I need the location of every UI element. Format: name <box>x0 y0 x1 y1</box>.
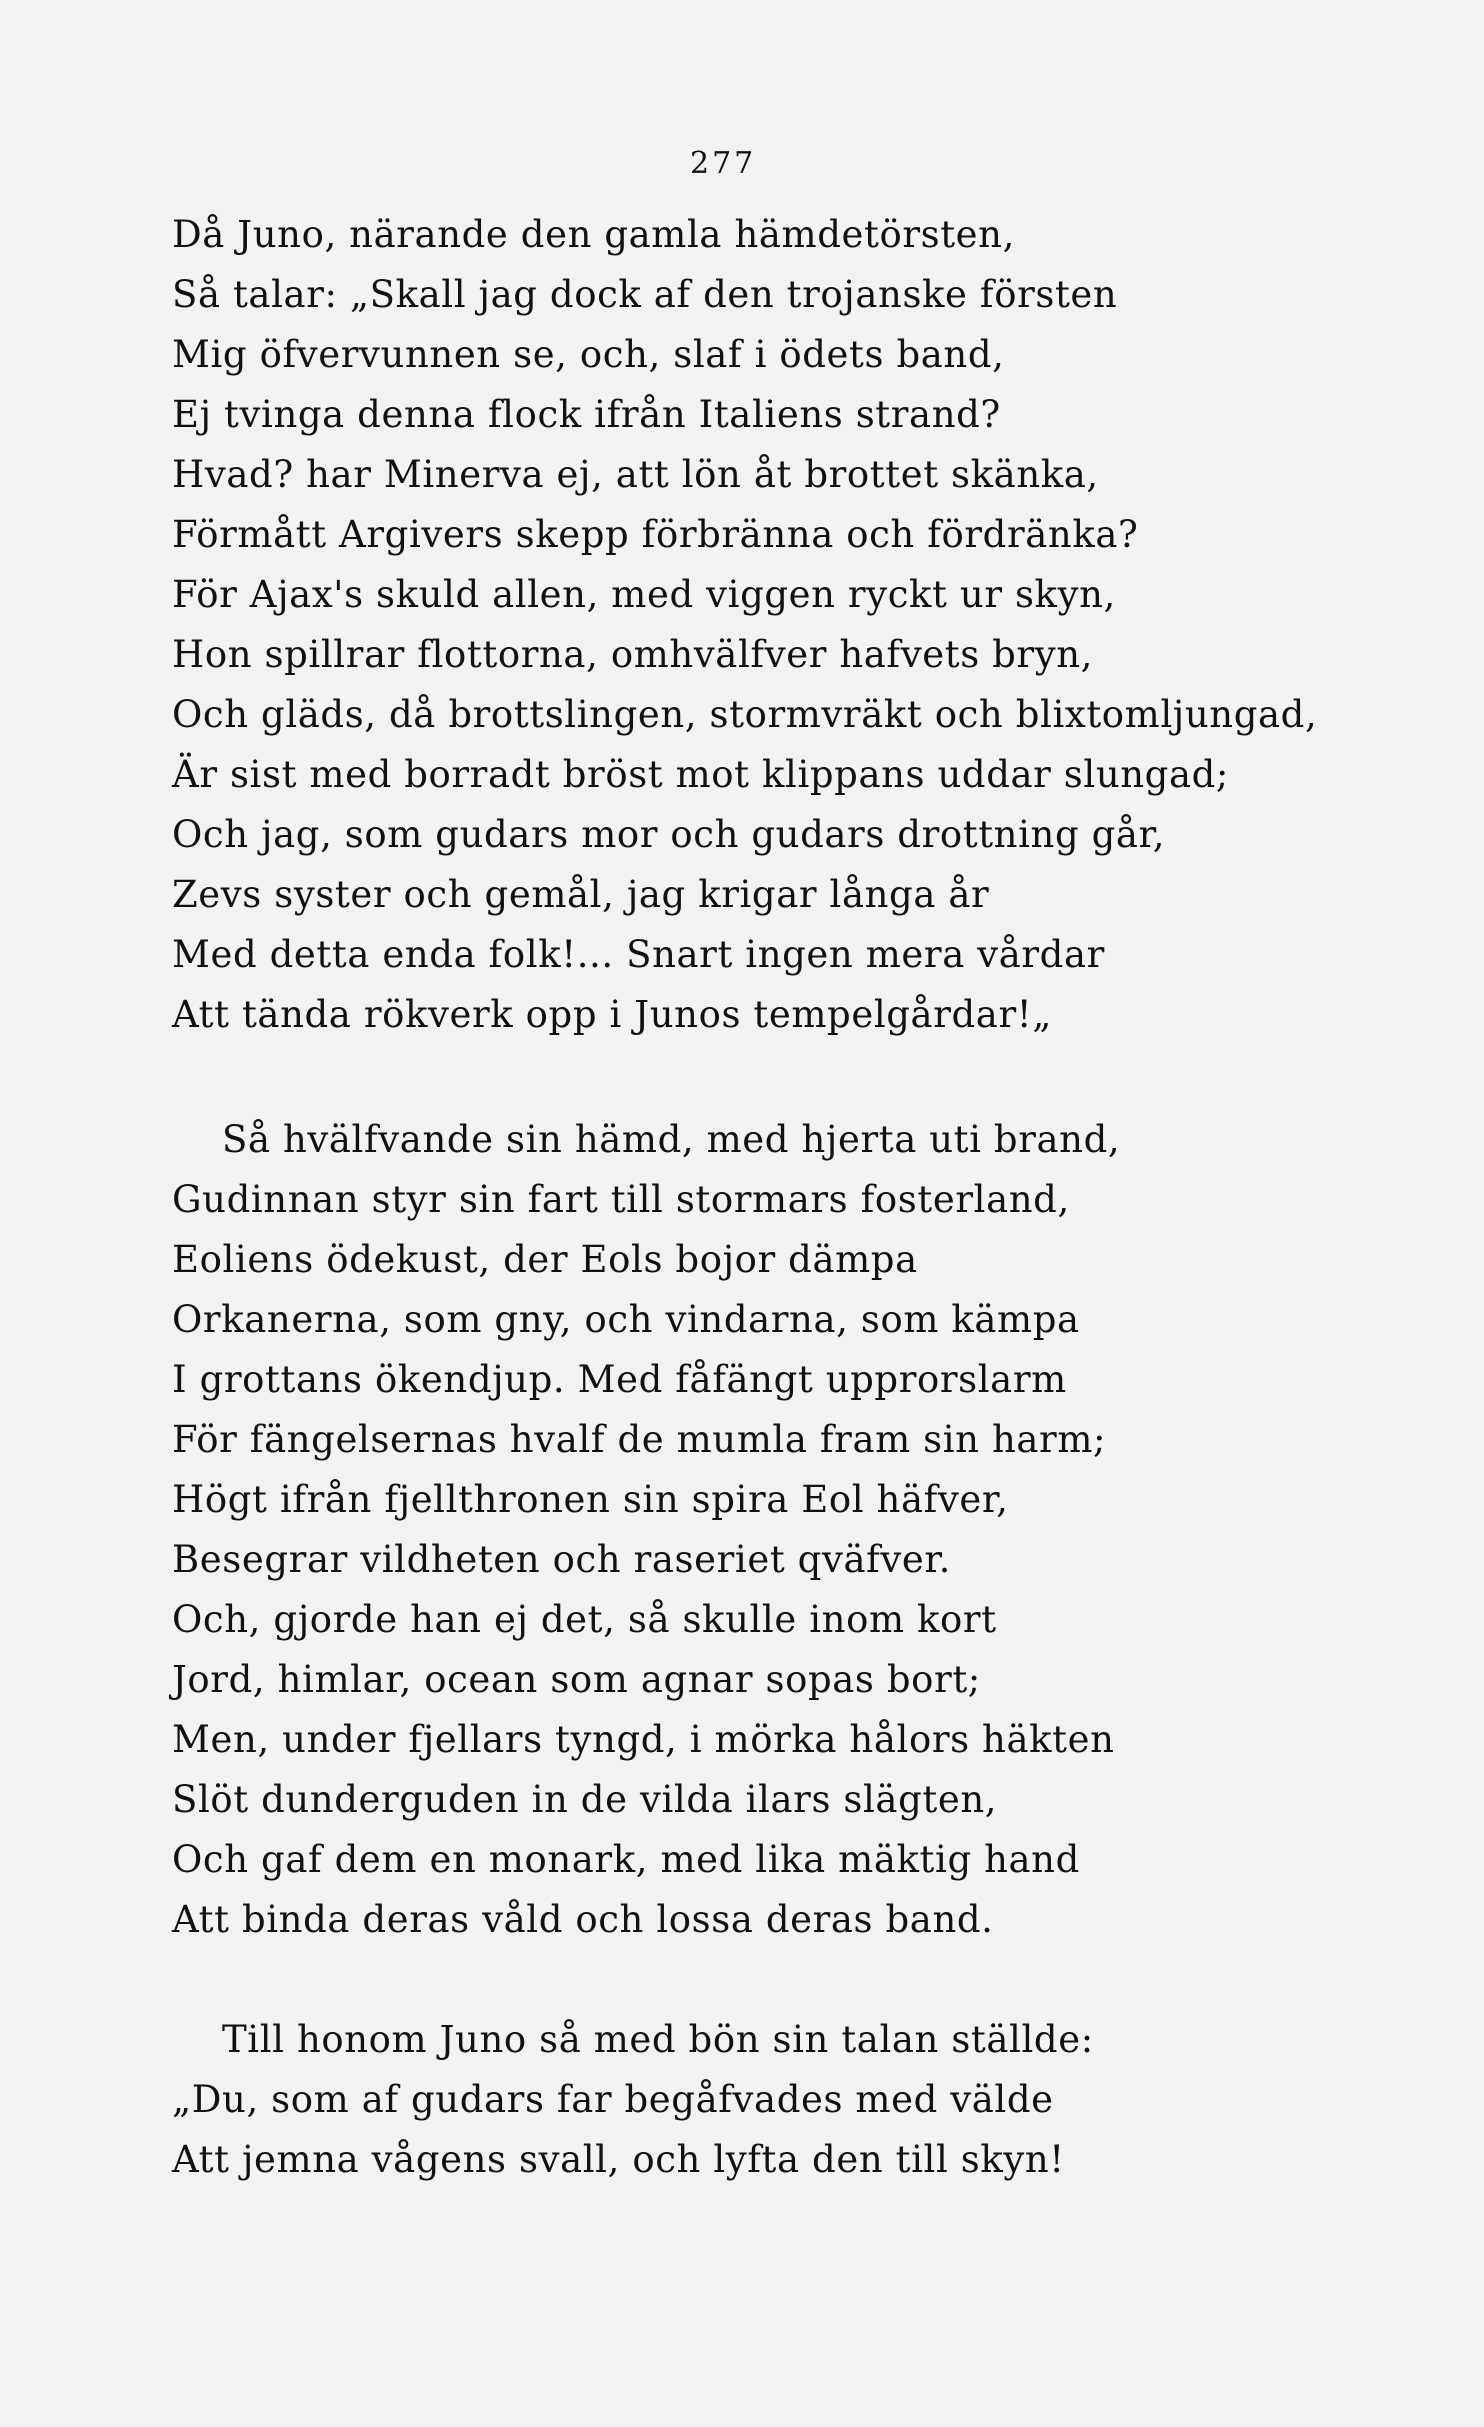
verse-line: Gudinnan styr sin fart till stormars fosterland, <box>172 1178 1070 1221</box>
verse-line: Och gläds, då brottslingen, stormvräkt och blixtomljungad, <box>172 693 1318 736</box>
verse-line: Att jemna vågens svall, och lyfta den till skyn! <box>172 2138 1065 2181</box>
stanza-2 <box>172 1110 1332 1950</box>
verse-line: För Ajax's skuld allen, med viggen ryckt ur skyn, <box>172 573 1116 616</box>
verse-line: Ej tvinga denna flock ifrån Italiens strand? <box>172 393 1001 436</box>
verse-line: Och, gjorde han ej det, så skulle inom kort <box>172 1598 997 1641</box>
verse-line: „Du, som af gudars far begåfvades med välde <box>172 2078 1054 2121</box>
verse-line: Att tända rökverk opp i Junos tempelgårdar!„ <box>172 993 1052 1036</box>
verse-line: Hon spillrar flottorna, omhvälfver hafvets bryn, <box>172 633 1094 676</box>
stanza-1 <box>172 205 1332 1045</box>
verse-line: Med detta enda folk!... Snart ingen mera vårdar <box>172 933 1105 976</box>
verse-line: Är sist med borradt bröst mot klippans uddar slungad; <box>172 753 1229 796</box>
verse-line: Så hvälfvande sin hämd, med hjerta uti brand, <box>222 1118 1121 1161</box>
verse-line: Högt ifrån fjellthronen sin spira Eol häfver, <box>172 1478 1009 1521</box>
verse-line: Till honom Juno så med bön sin talan ställde: <box>222 2018 1094 2061</box>
verse-line: Slöt dunderguden in de vilda ilars slägten, <box>172 1778 998 1821</box>
verse-line: Då Juno, närande den gamla hämdetörsten, <box>172 213 1015 256</box>
verse-line: Jord, himlar, ocean som agnar sopas bort; <box>172 1658 981 1701</box>
page-number: 277 <box>690 146 757 181</box>
verse-line: Besegrar vildheten och raseriet qväfver. <box>172 1538 951 1581</box>
verse-line: I grottans ökendjup. Med fåfängt upprorslarm <box>172 1358 1067 1401</box>
verse-line: Att binda deras våld och lossa deras band. <box>172 1898 994 1941</box>
verse-line: Men, under fjellars tyngd, i mörka hålors häkten <box>172 1718 1115 1761</box>
verse-line: För fängelsernas hvalf de mumla fram sin harm; <box>172 1418 1107 1461</box>
verse-line: Eoliens ödekust, der Eols bojor dämpa <box>172 1238 918 1281</box>
verse-line: Hvad? har Minerva ej, att lön åt brottet skänka, <box>172 453 1099 496</box>
verse-line: Så talar: „Skall jag dock af den trojanske försten <box>172 273 1118 316</box>
verse-line: Orkanerna, som gny, och vindarna, som kämpa <box>172 1298 1080 1341</box>
stanza-3 <box>172 2010 1332 2190</box>
verse-line: Mig öfvervunnen se, och, slaf i ödets band, <box>172 333 1005 376</box>
verse-line: Och jag, som gudars mor och gudars drottning går, <box>172 813 1166 856</box>
verse-line: Och gaf dem en monark, med lika mäktig hand <box>172 1838 1080 1881</box>
verse-line: Zevs syster och gemål, jag krigar långa år <box>172 873 990 916</box>
verse-line: Förmått Argivers skepp förbränna och fördränka? <box>172 513 1139 556</box>
